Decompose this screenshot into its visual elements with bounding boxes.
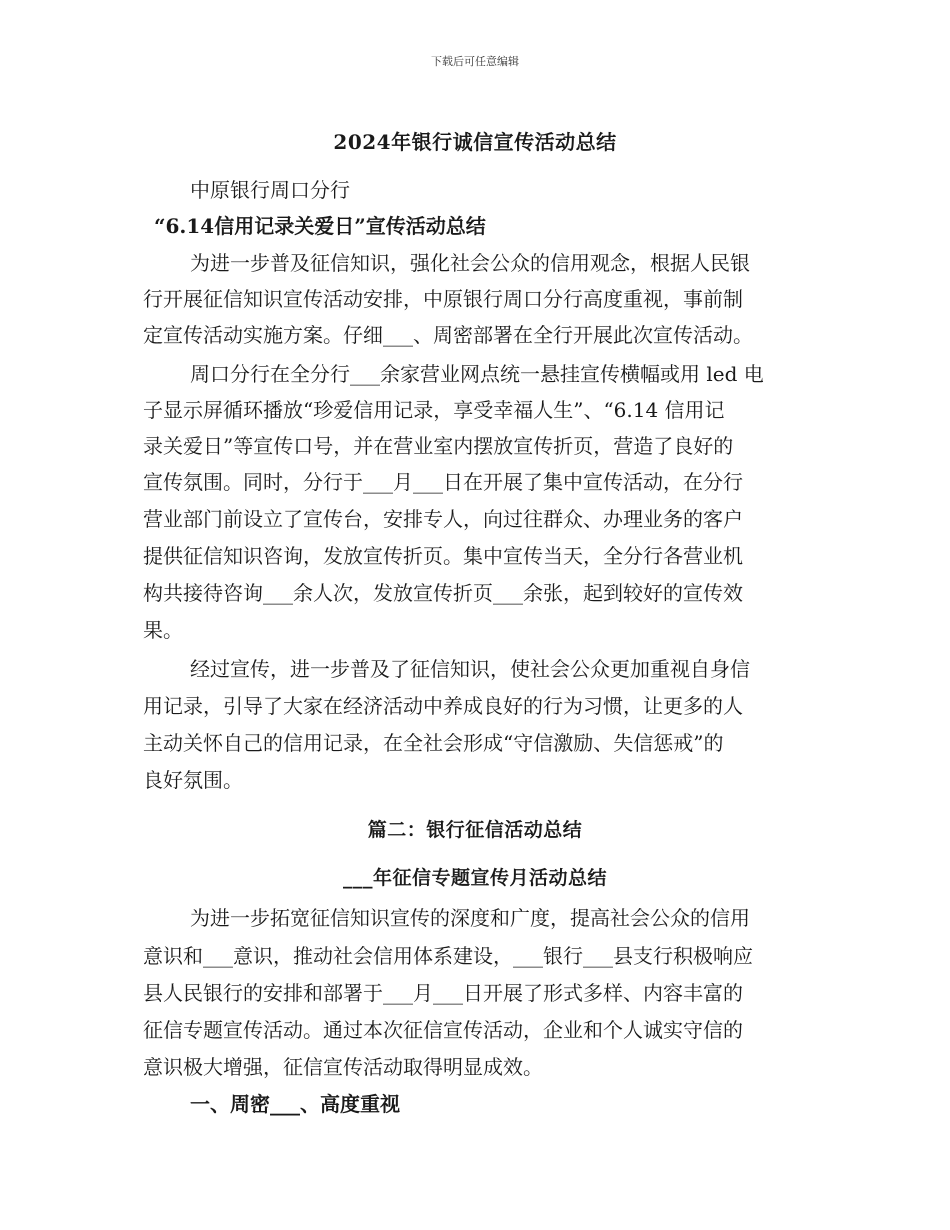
part2-subtitle: ___年征信专题宣传月活动总结: [342, 867, 607, 889]
paragraph-line: 征信专题宣传活动。通过本次征信宣传活动，企业和个人诚实守信的: [143, 1018, 743, 1042]
paragraph-line: 县人民银行的安排和部署于___月___日开展了形式多样、内容丰富的: [143, 981, 743, 1005]
paragraph-line: 为进一步普及征信知识，强化社会公众的信用观念，根据人民银: [190, 251, 750, 275]
paragraph-line: 构共接待咨询___余人次，发放宣传折页___余张，起到较好的宣传效: [143, 581, 743, 605]
paragraph-line: 宣传氛围。同时，分行于___月___日在开展了集中宣传活动，在分行: [143, 470, 743, 494]
paragraph-line: 周口分行在全分行___余家营业网点统一悬挂宣传横幅或用 led 电: [190, 362, 764, 386]
paragraph-line: 果。: [143, 618, 183, 642]
paragraph-line: 行开展征信知识宣传活动安排，中原银行周口分行高度重视，事前制: [143, 287, 743, 311]
paragraph-line: 子显示屏循环播放“珍爱信用记录，享受幸福人生”、“6.14 信用记: [143, 398, 725, 422]
paragraph-line: 意识极大增强，征信宣传活动取得明显成效。: [143, 1055, 543, 1079]
paragraph-line: 营业部门前设立了宣传台，安排专人，向过往群众、办理业务的客户: [143, 507, 743, 531]
paragraph-line: 录关爱日”等宣传口号，并在营业室内摆放宣传折页，营造了良好的: [143, 434, 734, 458]
paragraph-line: 意识和___意识，推动社会信用体系建设，___银行___县支行积极响应: [143, 944, 753, 968]
paragraph-line: 经过宣传，进一步普及了征信知识，使社会公众更加重视自身信: [190, 657, 750, 681]
paragraph-line: 良好氛围。: [143, 768, 243, 792]
section-heading: 一、周密___、高度重视: [190, 1092, 400, 1116]
document-title: 2024年银行诚信宣传活动总结: [333, 130, 617, 154]
paragraph-line: 提供征信知识咨询，发放宣传折页。集中宣传当天，全分行各营业机: [143, 544, 743, 568]
organization-name: 中原银行周口分行: [190, 178, 350, 202]
paragraph-line: 主动关怀自己的信用记录，在全社会形成“守信激励、失信惩戒”的: [143, 731, 724, 755]
paragraph-line: 为进一步拓宽征信知识宣传的深度和广度，提高社会公众的信用: [190, 906, 750, 930]
paragraph-line: 用记录，引导了大家在经济活动中养成良好的行为习惯，让更多的人: [143, 694, 743, 718]
part2-title: 篇二：银行征信活动总结: [367, 819, 583, 841]
page-header: 下载后可任意编辑: [431, 55, 519, 68]
section-title: “6.14信用记录关爱日”宣传活动总结: [154, 214, 486, 238]
paragraph-line: 定宣传活动实施方案。仔细___、周密部署在全行开展此次宣传活动。: [143, 323, 753, 347]
